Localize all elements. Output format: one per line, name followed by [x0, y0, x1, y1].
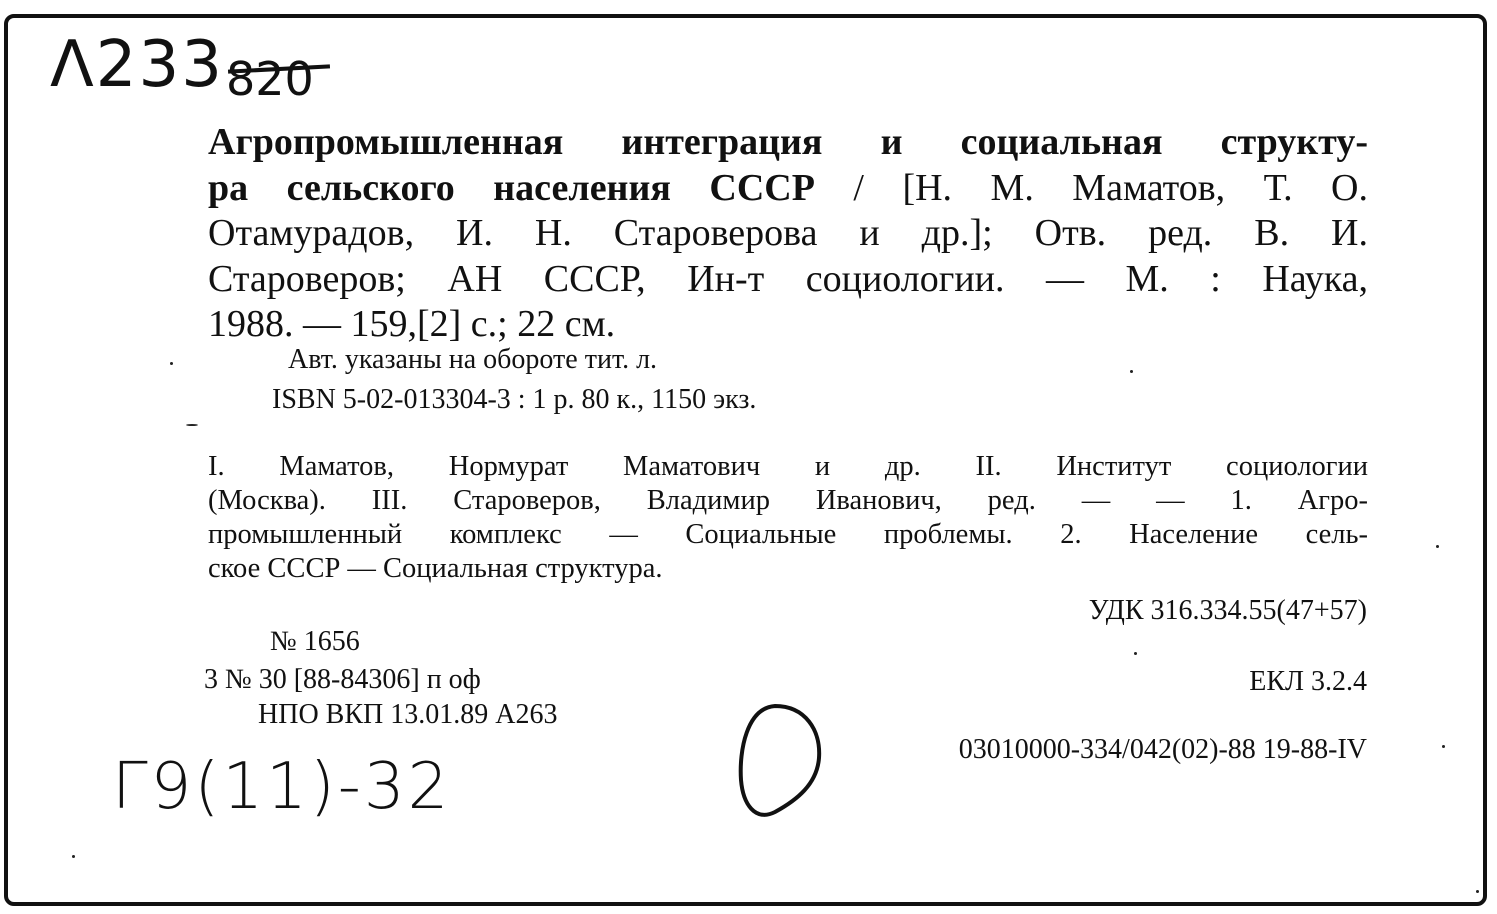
- scan-speck: [186, 424, 198, 426]
- scan-speck: [1476, 890, 1479, 893]
- title-line: ра сельского населения СССР / [Н. М. Маматов, Т. О.: [208, 166, 1368, 209]
- title-line: 1988. — 159,[2] с.; 22 см.: [208, 303, 616, 345]
- authors-note: Авт. указаны на обороте тит. л.: [288, 344, 658, 375]
- scan-speck: [1442, 745, 1445, 748]
- tracing-entries: [208, 450, 1368, 586]
- tracing-line: (Москва). III. Староверов, Владимир Иванович, ред. — — 1. Агро-: [208, 485, 1368, 516]
- udk-code: УДК 316.334.55(47+57): [1088, 595, 1367, 626]
- tracing-line: промышленный комплекс — Социальные проблемы. 2. Население сель-: [208, 519, 1368, 550]
- scan-speck: [1436, 545, 1439, 548]
- bibliographic-title: [208, 120, 1368, 348]
- handwritten-call-number-sub: 820: [226, 52, 314, 106]
- handwritten-call-number: Λ233: [50, 28, 224, 102]
- tracing-line: ское СССР — Социальная структура.: [208, 553, 663, 584]
- isbn-line: ISBN 5-02-013304-3 : 1 р. 80 к., 1150 экз.: [272, 384, 757, 415]
- title-line: Староверов; АН СССР, Ин-т социологии. — М. : Наука,: [208, 257, 1368, 300]
- card-number: № 1656: [270, 626, 360, 657]
- hand-drawn-oval-mark: [735, 700, 825, 825]
- title-line: Отамурадов, И. Н. Староверова и др.]; Отв. ред. В. И.: [208, 212, 1368, 254]
- order-line: 3 № 30 [88-84306] п оф: [204, 664, 481, 695]
- catalog-code: 03010000-334/042(02)-88 19-88-IV: [958, 734, 1367, 765]
- npo-line: НПО ВКП 13.01.89 А263: [258, 699, 558, 730]
- scan-speck: [170, 362, 173, 365]
- title-line: Агропромышленная интеграция и социальная структу-: [208, 121, 1368, 163]
- scan-speck: [72, 855, 75, 858]
- handwritten-bottom-code: Г9(11)-32: [112, 750, 452, 824]
- scan-speck: [1130, 370, 1133, 373]
- scan-speck: [1134, 652, 1137, 655]
- tracing-line: I. Маматов, Нормурат Маматович и др. II. Институт социологии: [208, 451, 1368, 482]
- ekl-code: ЕКЛ 3.2.4: [1249, 666, 1367, 697]
